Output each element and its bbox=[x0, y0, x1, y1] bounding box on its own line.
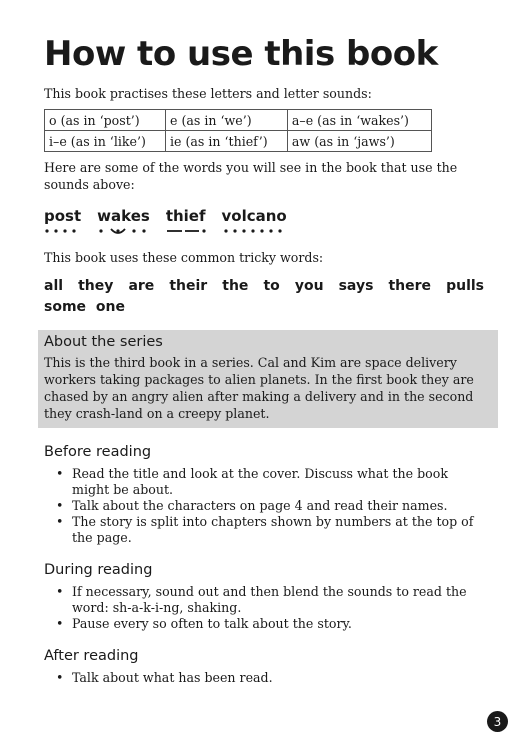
list-item-text: If necessary, sound out and then blend the sounds to read the word: sh-a-k-i-ng, shaking. bbox=[72, 584, 467, 616]
list-item-text: Talk about what has been read. bbox=[72, 670, 273, 686]
bullet-icon: • bbox=[56, 514, 64, 530]
digraph-lines-icon bbox=[166, 227, 208, 235]
word-text: post bbox=[44, 207, 82, 226]
after-reading-list bbox=[44, 670, 484, 686]
example-words bbox=[44, 207, 484, 235]
bullet-icon: • bbox=[56, 616, 64, 632]
word-text: volcano bbox=[221, 207, 287, 226]
before-reading-heading: Before reading bbox=[44, 444, 152, 461]
example-word-volcano bbox=[222, 207, 287, 235]
intro-text: This book practises these letters and letter sounds: bbox=[44, 86, 372, 102]
list-item-text: The story is split into chapters shown by numbers at the top of the page. bbox=[72, 514, 474, 546]
table-cell: ie (as in ‘thief’) bbox=[166, 131, 288, 152]
page-title: How to use this book bbox=[44, 34, 438, 74]
list-item bbox=[56, 466, 484, 498]
table-cell: e (as in ‘we’) bbox=[166, 110, 288, 131]
example-word-post bbox=[44, 207, 81, 235]
table-cell: i–e (as in ‘like’) bbox=[45, 131, 166, 152]
example-word-wakes bbox=[97, 207, 150, 235]
list-item bbox=[56, 498, 484, 514]
word-text: thief bbox=[165, 207, 206, 226]
sounds-table bbox=[44, 109, 432, 152]
list-item-text: Pause every so often to talk about the story. bbox=[72, 616, 352, 632]
example-word-thief bbox=[166, 207, 206, 235]
bullet-icon: • bbox=[56, 466, 64, 482]
page-content bbox=[44, 36, 484, 686]
list-item bbox=[56, 616, 484, 632]
during-reading-list bbox=[44, 584, 484, 632]
table-row bbox=[45, 131, 432, 152]
bullet-icon: • bbox=[56, 670, 64, 686]
sound-dots-icon bbox=[222, 227, 288, 235]
word-text: wakes bbox=[97, 207, 150, 226]
about-series-box bbox=[38, 330, 498, 428]
words-intro-text: Here are some of the words you will see in the book that use the sounds above: bbox=[44, 160, 458, 193]
list-item bbox=[56, 670, 484, 686]
tricky-intro-text: This book uses these common tricky words: bbox=[44, 250, 324, 266]
list-item bbox=[56, 584, 484, 616]
bullet-icon: • bbox=[56, 584, 64, 600]
sound-dots-icon bbox=[44, 227, 80, 235]
before-reading-list bbox=[44, 466, 484, 546]
during-reading-heading: During reading bbox=[44, 562, 153, 579]
table-row bbox=[45, 110, 432, 131]
table-cell: o (as in ‘post’) bbox=[45, 110, 166, 131]
list-item-text: Read the title and look at the cover. Discuss what the book might be about. bbox=[72, 466, 448, 498]
after-reading-heading: After reading bbox=[44, 648, 139, 665]
bullet-icon: • bbox=[56, 498, 64, 514]
series-text: This is the third book in a series. Cal and Kim are space delivery workers taking packages to alien planets. In the first book they are chased by an angry alien after making a delivery and in the second they crash-land on a creepy planet. bbox=[44, 355, 474, 422]
table-cell: aw (as in ‘jaws’) bbox=[287, 131, 431, 152]
table-cell: a–e (as in ‘wakes’) bbox=[287, 110, 431, 131]
list-item bbox=[56, 514, 484, 546]
series-heading: About the series bbox=[44, 334, 163, 351]
list-item-text: Talk about the characters on page 4 and read their names. bbox=[72, 498, 448, 514]
split-digraph-icon bbox=[97, 227, 149, 235]
page-number-badge: 3 bbox=[487, 711, 508, 732]
tricky-words: all they are their the to you says there pulls some one bbox=[44, 278, 484, 316]
